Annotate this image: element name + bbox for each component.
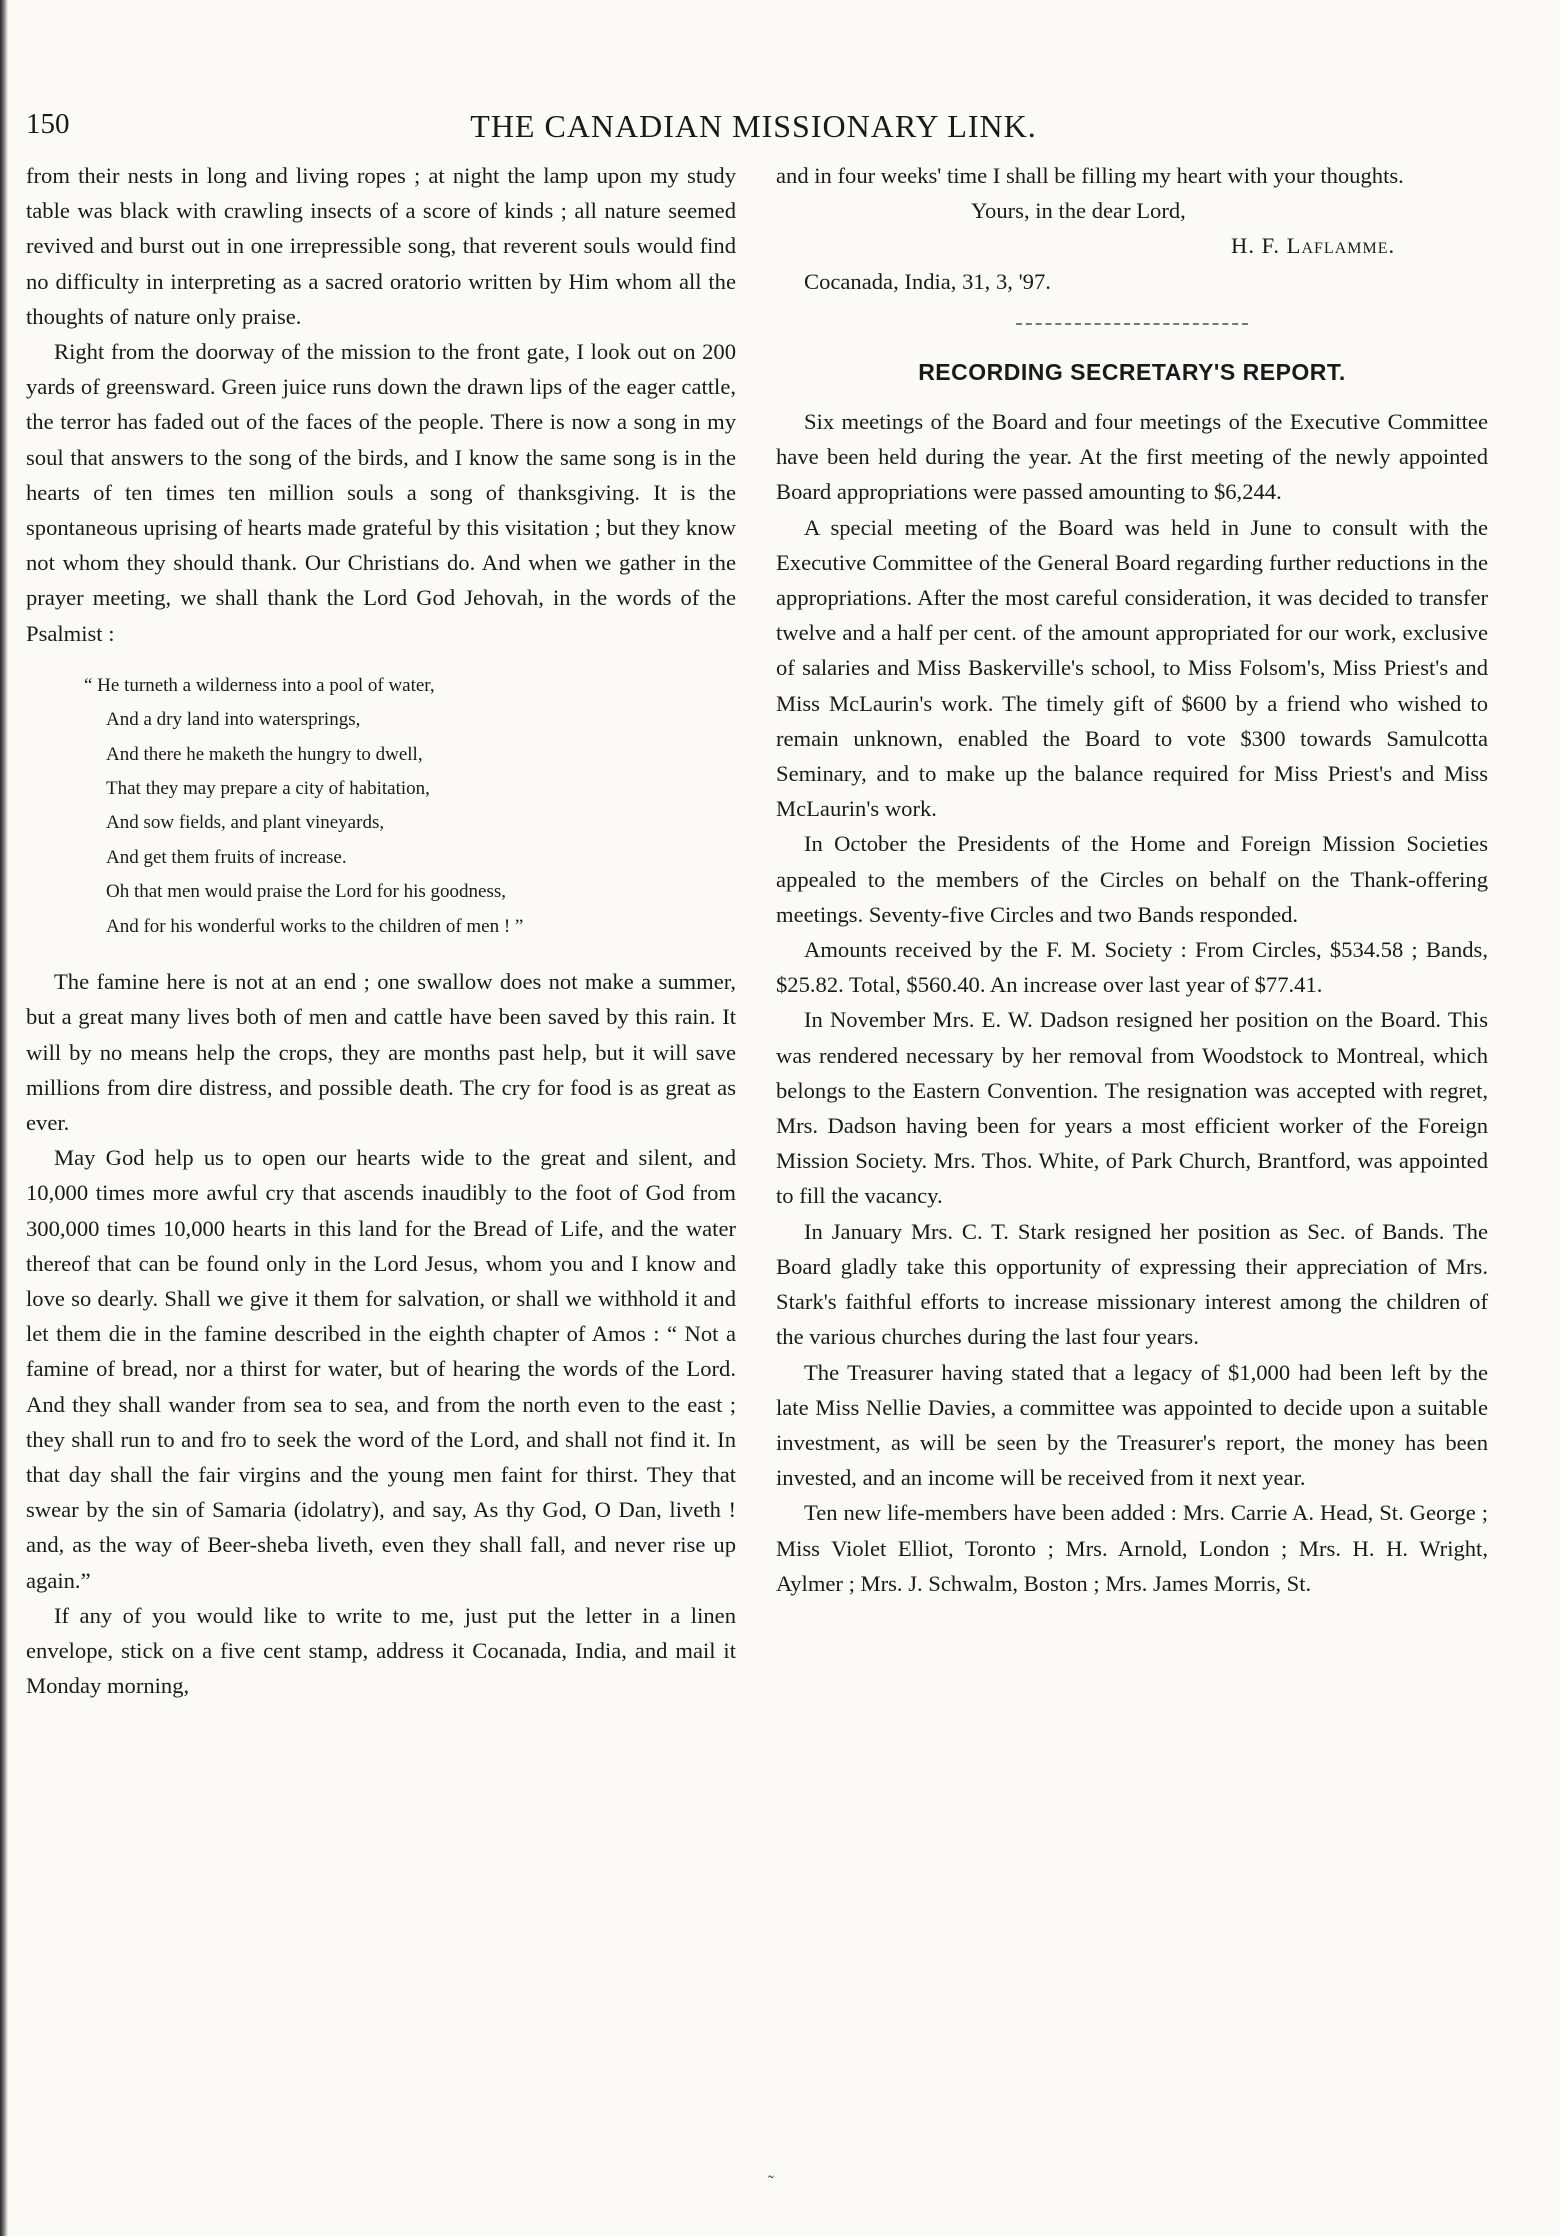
poem-line: And sow fields, and plant vineyards, [106,812,385,834]
page-edge-shadow [0,0,8,2236]
journal-title: THE CANADIAN MISSIONARY LINK. [470,108,1037,144]
poem-line: And get them fruits of increase. [106,846,347,868]
paragraph-continued: from their nests in long and living ropes ; at night the lamp upon my study table was black with crawling insects of a score of kinds ; all nature seemed revived and burst out in one irrepressible song, that reverent souls would find no difficulty in interpreting as a sacred oratorio written by Him whom all the thoughts of nature only praise. [26,163,736,329]
poem-line: That they may prepare a city of habitation, [106,778,430,800]
poem-line: Oh that men would praise the Lord for his goodness, [106,881,506,903]
left-column [26,158,736,1703]
poem-line: “ He turneth a wilderness into a pool of water, [84,674,435,696]
paragraph: The famine here is not at an end ; one swallow does not make a summer, but a great many lives both of men and cattle have been saved by this rain. It will by no means help the crops, they are months past help, but it will save millions from dire distress, and possible death. The cry for food is as great as ever. [26,969,736,1135]
report-paragraph: Amounts received by the F. M. Society : From Circles, $534.58 ; Bands, $25.82. Total, $560.40. An increase over last year of $77.41. [776,937,1488,998]
paragraph: If any of you would like to write to me, just put the letter in a linen envelope, stick on a five cent stamp, address it Cocanada, India, and mail it Monday morning, [26,1602,736,1699]
signature: H. F. Laflamme. [1231,233,1396,259]
report-paragraph: The Treasurer having stated that a legacy of $1,000 had been left by the late Miss Nellie Davies, a committee was appointed to decide upon a suitable investment, as will be seen by the Treasurer's report, the money has been invested, and an income will be received from it next year. [776,1359,1488,1491]
dateline: Cocanada, India, 31, 3, '97. [804,268,1051,294]
report-paragraph: Six meetings of the Board and four meetings of the Executive Committee have been held during the year. At the first meeting of the newly appointed Board appropriations were passed amounting to $6,244. [776,409,1488,505]
footer-mark: ˜ [768,2172,774,2192]
report-paragraph: Ten new life-members have been added : Mrs. Carrie A. Head, St. George ; Miss Violet Elliot, Toronto ; Mrs. Arnold, London ; Mrs. H. H. Wright, Aylmer ; Mrs. J. Schwalm, Boston ; Mrs. James Morris, St. [776,1500,1488,1596]
report-paragraph: In January Mrs. C. T. Stark resigned her position as Sec. of Bands. The Board gladly take this opportunity of expressing their appreciation of Mrs. Stark's faithful efforts to increase missionary interest among the children of the various churches during the last four years. [776,1218,1488,1350]
page-number: 150 [26,108,70,140]
psalm-quotation [84,669,736,944]
poem-line: And a dry land into watersprings, [106,709,361,731]
report-paragraph: In October the Presidents of the Home and Foreign Mission Societies appealed to the members of the Circles on behalf on the Thank-offering meetings. Seventy-five Circles and two Bands responded. [776,831,1488,927]
poem-line: And for his wonderful works to the children of men ! ” [106,915,524,937]
report-paragraph: In November Mrs. E. W. Dadson resigned her position on the Board. This was rendered necessary by her removal from Woodstock to Montreal, which belongs to the Eastern Convention. The resignation was accepted with regret, Mrs. Dadson having been for years a most efficient worker of the Foreign Mission Society. Mrs. Thos. White, of Park Church, Brantford, was appointed to fill the vacancy. [776,1007,1488,1209]
section-heading: RECORDING SECRETARY'S REPORT. [918,358,1346,385]
right-column [776,158,1488,1601]
running-head [26,108,1481,152]
letter-closing [776,193,1488,263]
report-paragraph: A special meeting of the Board was held in June to consult with the Executive Committee of the General Board regarding further reductions in the appropriations. After the most careful consideration, it was decided to transfer twelve and a half per cent. of the amount appropriated for our work, exclusive of salaries and Miss Baskerville's school, to Miss Folsom's, Miss Priest's and Miss McLaurin's work. The timely gift of $600 by a friend who wished to remain unknown, enabled the Board to vote $300 towards Samulcotta Seminary, and to make up the balance required for Miss Priest's and Miss McLaurin's work. [776,514,1488,822]
poem-line: And there he maketh the hungry to dwell, [106,743,423,765]
section-divider [1016,323,1248,325]
paragraph: May God help us to open our hearts wide to the great and silent, and 10,000 times more awful cry that ascends inaudibly to the foot of God from 300,000 times 10,000 hearts in this land for the Bread of Life, and the water thereof that can be found only in the Lord Jesus, whom you and I know and love so dearly. Shall we give it them for salvation, or shall we withhold it and let them die in the famine described in the eighth chapter of Amos : “ Not a famine of bread, nor a thirst for water, but of hearing the words of the Lord. And they shall wander from sea to sea, and from the north even to the east ; they shall run to and fro to seek the word of the Lord, and shall not find it. In that day shall the fair virgins and the young men faint for thirst. They that swear by the sin of Samaria (idolatry), and say, As thy God, O Dan, liveth ! and, as the way of Beer-sheba liveth, even they shall fall, and never rise up again.” [26,1145,736,1593]
closing-salutation: Yours, in the dear Lord, [971,198,1186,224]
paragraph: Right from the doorway of the mission to the front gate, I look out on 200 yards of greensward. Green juice runs down the drawn lips of the eager cattle, the terror has faded out of the faces of the people. There is now a song in my soul that answers to the song of the birds, and I know the same song is in the hearts of ten times ten million souls a song of thanksgiving. It is the spontaneous uprising of hearts made grateful by this visitation ; but they know not whom they should thank. Our Christians do. And when we gather in the prayer meeting, we shall thank the Lord God Jehovah, in the words of the Psalmist : [26,339,736,646]
paragraph-continued: and in four weeks' time I shall be filling my heart with your thoughts. [776,163,1404,188]
